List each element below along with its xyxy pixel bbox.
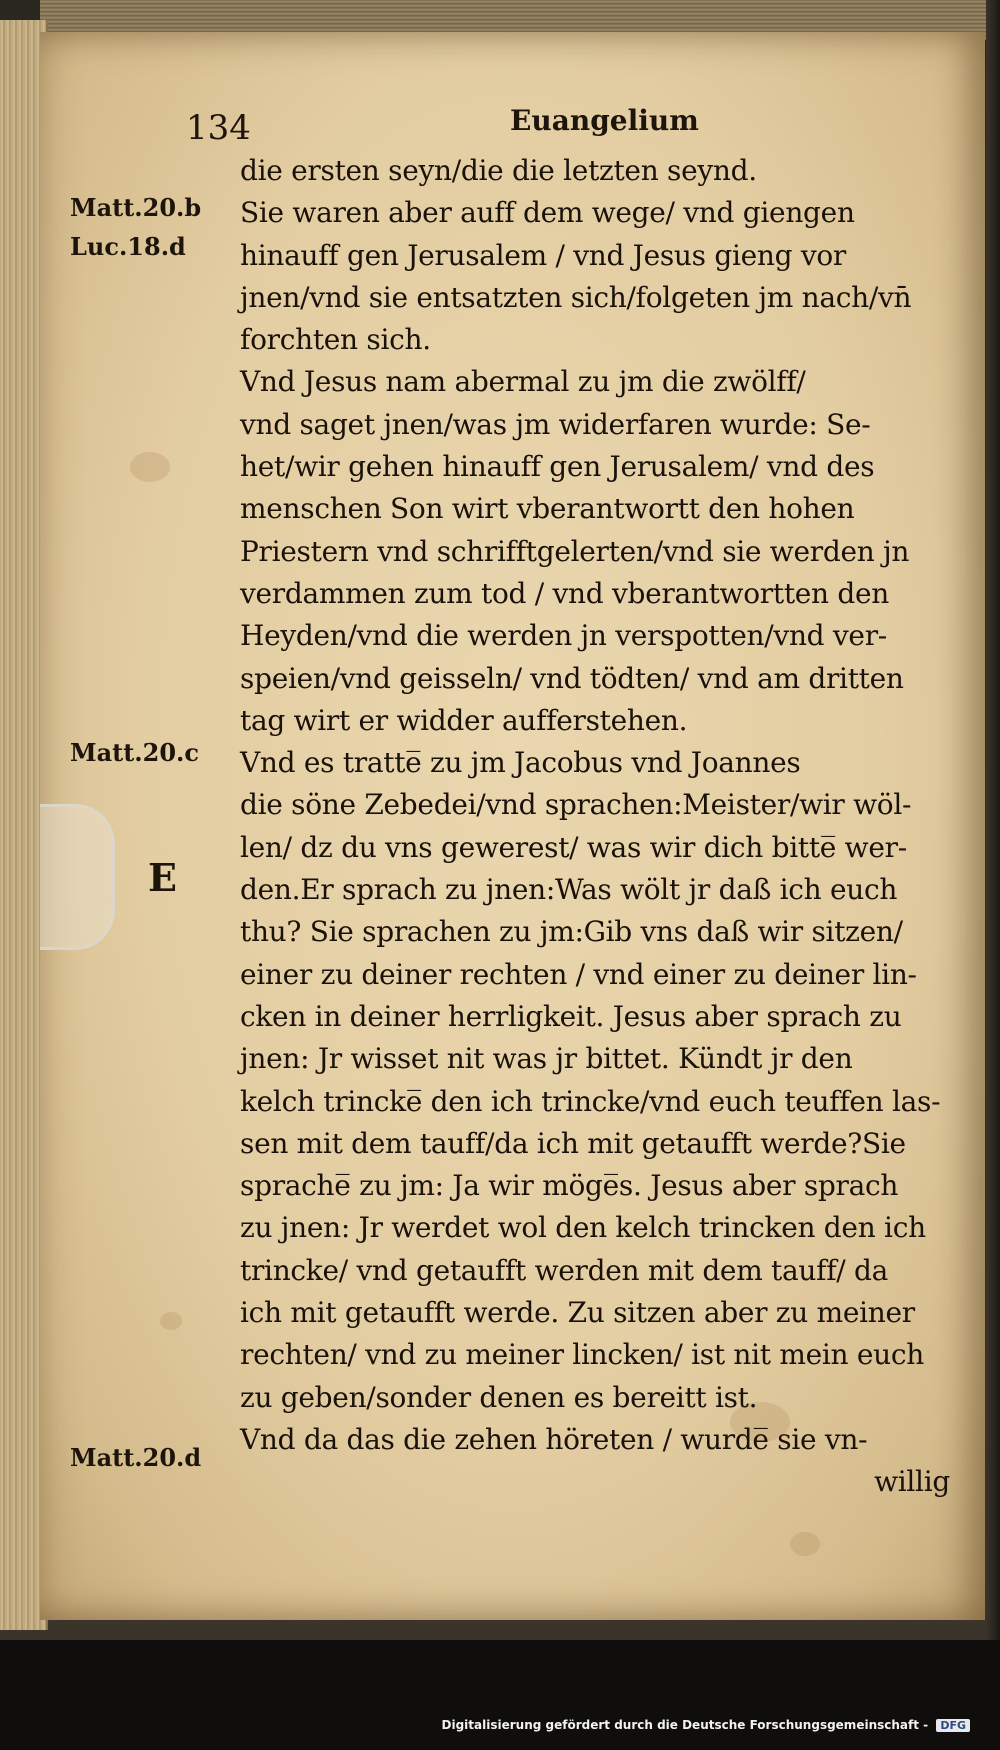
- running-head: Euangelium: [510, 104, 699, 137]
- margin-section-letter: E: [148, 855, 177, 900]
- margin-reference: Matt.20.c: [70, 738, 200, 767]
- text-line: ich mit getaufft werde. Zu sitzen aber zu meiner: [240, 1296, 915, 1330]
- text-line: verdammen zum tod / vnd vberantwortten den: [240, 576, 889, 610]
- margin-reference: Matt.20.d: [70, 1443, 202, 1472]
- text-line: die söne Zebedei/vnd sprachen:Meister/wir wöl-: [240, 788, 912, 822]
- text-line: hinauff gen Jerusalem / vnd Jesus gieng vor: [240, 238, 846, 272]
- text-line: speien/vnd geisseln/ vnd tödten/ vnd am dritten: [240, 661, 904, 695]
- text-line: die ersten seyn/die die letzten seynd.: [240, 154, 757, 187]
- text-line: rechten/ vnd zu meiner lincken/ ist nit mein euch: [240, 1338, 924, 1372]
- text-line: den.Er sprach zu jnen:Was wölt jr daß ich euch: [240, 873, 898, 907]
- text-line: cken in deiner herrligkeit. Jesus aber sprach zu: [240, 999, 902, 1033]
- text-line: tag wirt er widder aufferstehen.: [240, 703, 688, 737]
- text-line: Sie waren aber auff dem wege/ vnd giengen: [240, 196, 855, 230]
- text-line: zu geben/sonder denen es bereitt ist.: [240, 1380, 758, 1414]
- text-line: sprache̅ zu jm: Ja wir möge̅s. Jesus aber sprach: [240, 1169, 899, 1203]
- text-line: Vnd da das die zehen höreten / wurde̅ sie vn-: [240, 1422, 868, 1456]
- text-line: menschen Son wirt vberantwortt den hohen: [240, 492, 855, 526]
- page-number: 134: [186, 108, 251, 148]
- margin-reference: Matt.20.b: [70, 193, 202, 222]
- text-line: Priestern vnd schrifftgelerten/vnd sie werden jn: [240, 534, 910, 568]
- paper-stain: [790, 1532, 820, 1556]
- text-line: het/wir gehen hinauff gen Jerusalem/ vnd des: [240, 450, 875, 484]
- book-right-edge: [986, 0, 1000, 1640]
- text-line: vnd saget jnen/was jm widerfaren wurde: Se-: [240, 407, 871, 441]
- paper-stain: [130, 452, 170, 482]
- footer-credit: [442, 1718, 970, 1732]
- text-line: Heyden/vnd die werden jn verspotten/vnd ver-: [240, 619, 887, 653]
- text-line: jnen/vnd sie entsatzten sich/folgeten jm nach/vn̄: [240, 280, 912, 314]
- text-line: thu? Sie sprachen zu jm:Gib vns daß wir sitzen/: [240, 915, 903, 949]
- paper-stain: [160, 1312, 182, 1330]
- text-line: len/ dz du vns gewerest/ was wir dich bitte̅ wer-: [240, 830, 907, 864]
- margin-reference: Luc.18.d: [70, 232, 186, 261]
- text-line: Vnd Jesus nam abermal zu jm die zwölff/: [240, 365, 806, 399]
- text-line: Vnd es tratte̅ zu jm Jacobus vnd Joannes: [240, 746, 801, 780]
- footer-bar: [0, 1640, 1000, 1750]
- body-text: [240, 150, 970, 1504]
- text-line: jnen: Jr wisset nit was jr bittet. Kündt jr den: [240, 1042, 853, 1076]
- text-line: einer zu deiner rechten / vnd einer zu deiner lin-: [240, 957, 917, 991]
- text-line: trincke/ vnd getaufft werden mit dem tauff/ da: [240, 1253, 889, 1287]
- catchword-line: willig: [874, 1465, 950, 1499]
- text-line: sen mit dem tauff/da ich mit getaufft werde?Sie: [240, 1126, 906, 1160]
- text-line: zu jnen: Jr werdet wol den kelch trincken den ich: [240, 1211, 926, 1245]
- dfg-logo: DFG: [936, 1719, 970, 1732]
- page-clip: [40, 804, 115, 950]
- footer-credit-text: Digitalisierung gefördert durch die Deutsche Forschungsgemeinschaft -: [441, 1718, 929, 1732]
- text-line: forchten sich.: [240, 323, 431, 357]
- text-line: kelch trincke̅ den ich trincke/vnd euch teuffen las-: [240, 1084, 941, 1118]
